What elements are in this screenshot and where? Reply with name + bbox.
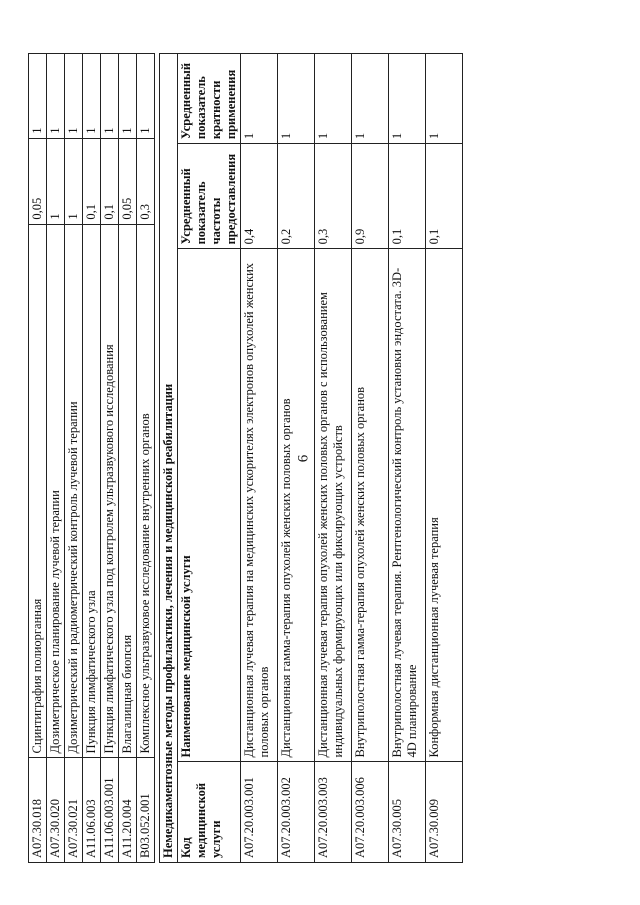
- multiplicity-cell: 1: [101, 54, 119, 139]
- service-name-cell: Внутриполостная лучевая терапия. Рентгенологический контроль установки эндостата. 3D-4D планирование: [389, 249, 426, 762]
- table-header-row: [178, 54, 241, 863]
- service-code-cell: B03.052.001: [137, 758, 155, 863]
- service-name-cell: Дозиметрическое планирование лучевой терапии: [47, 224, 65, 758]
- service-code-cell: A07.20.003.001: [241, 762, 278, 863]
- service-code-cell: A07.30.005: [389, 762, 426, 863]
- service-code-cell: A07.30.020: [47, 758, 65, 863]
- service-code-cell: A07.30.021: [65, 758, 83, 863]
- service-name-cell: Дистанционная лучевая терапия на медицинских ускорителях электронов опухолей женских половых органов: [241, 249, 278, 762]
- frequency-cell: 0,2: [278, 144, 315, 249]
- service-code-cell: A11.20.004: [119, 758, 137, 863]
- table-row: [278, 54, 315, 863]
- table-row: [352, 54, 389, 863]
- multiplicity-cell: 1: [119, 54, 137, 139]
- frequency-cell: 1: [47, 138, 65, 224]
- diagnostic-services-body: [29, 54, 155, 863]
- table-row: [137, 54, 155, 863]
- service-code-cell: A07.30.018: [29, 758, 47, 863]
- service-code-cell: A07.20.003.006: [352, 762, 389, 863]
- multiplicity-cell: 1: [83, 54, 101, 139]
- service-code-cell: A07.20.003.003: [315, 762, 352, 863]
- multiplicity-cell: 1: [47, 54, 65, 139]
- service-name-cell: Конформная дистанционная лучевая терапия: [426, 249, 463, 762]
- service-name-cell: Комплексное ультразвуковое исследование внутренних органов: [137, 224, 155, 758]
- section-title-row: [160, 54, 178, 863]
- table-row: [65, 54, 83, 863]
- service-name-cell: Дозиметрический и радиометрический контроль лучевой терапии: [65, 224, 83, 758]
- table-row: [47, 54, 65, 863]
- service-name-cell: Влагалищная биопсия: [119, 224, 137, 758]
- treatment-services-body: [241, 54, 463, 863]
- frequency-cell: 0,1: [101, 138, 119, 224]
- table-row: [119, 54, 137, 863]
- header-code: Код медицинской услуги: [178, 762, 241, 863]
- service-code-cell: A11.06.003: [83, 758, 101, 863]
- frequency-cell: 0,3: [137, 138, 155, 224]
- service-code-cell: A11.06.003.001: [101, 758, 119, 863]
- diagnostic-services-table: [28, 53, 155, 863]
- multiplicity-cell: 1: [352, 54, 389, 144]
- service-name-cell: Дистанционная лучевая терапия опухолей женских половых органов с использованием индивидуальных формирующих или фиксирующих устройств: [315, 249, 352, 762]
- frequency-cell: 0,1: [83, 138, 101, 224]
- rotated-document-sheet: [28, 53, 632, 863]
- table-row: [241, 54, 278, 863]
- treatment-services-table: [159, 53, 463, 863]
- table-row: [315, 54, 352, 863]
- table-row: [389, 54, 426, 863]
- service-name-cell: Пункция лимфатического узла под контролем ультразвукового исследования: [101, 224, 119, 758]
- service-code-cell: A07.30.009: [426, 762, 463, 863]
- frequency-cell: 0,05: [119, 138, 137, 224]
- table-row: [426, 54, 463, 863]
- service-name-cell: Дистанционная гамма-терапия опухолей женских половых органов: [278, 249, 315, 762]
- multiplicity-cell: 1: [426, 54, 463, 144]
- service-name-cell: Сцинтиграфия полиорганная: [29, 224, 47, 758]
- frequency-cell: 0,1: [426, 144, 463, 249]
- frequency-cell: 1: [65, 138, 83, 224]
- page-number: 6: [295, 454, 312, 463]
- table-row: [83, 54, 101, 863]
- multiplicity-cell: 1: [389, 54, 426, 144]
- header-name: Наименование медицинской услуги: [178, 249, 241, 762]
- service-code-cell: A07.20.003.002: [278, 762, 315, 863]
- service-name-cell: Внутриполостная гамма-терапия опухолей женских половых органов: [352, 249, 389, 762]
- frequency-cell: 0,3: [315, 144, 352, 249]
- table-row: [101, 54, 119, 863]
- frequency-cell: 0,4: [241, 144, 278, 249]
- header-frequency: Усредненный показатель частоты предоставления: [178, 144, 241, 249]
- frequency-cell: 0,1: [389, 144, 426, 249]
- frequency-cell: 0,05: [29, 138, 47, 224]
- service-name-cell: Пункция лимфатического узла: [83, 224, 101, 758]
- multiplicity-cell: 1: [137, 54, 155, 139]
- multiplicity-cell: 1: [65, 54, 83, 139]
- multiplicity-cell: 1: [315, 54, 352, 144]
- table-row: [29, 54, 47, 863]
- multiplicity-cell: 1: [278, 54, 315, 144]
- section-title: Немедикаментозные методы профилактики, лечения и медицинской реабилитации: [160, 54, 178, 863]
- header-multiplicity: Усредненный показатель кратности применения: [178, 54, 241, 144]
- frequency-cell: 0,9: [352, 144, 389, 249]
- multiplicity-cell: 1: [29, 54, 47, 139]
- multiplicity-cell: 1: [241, 54, 278, 144]
